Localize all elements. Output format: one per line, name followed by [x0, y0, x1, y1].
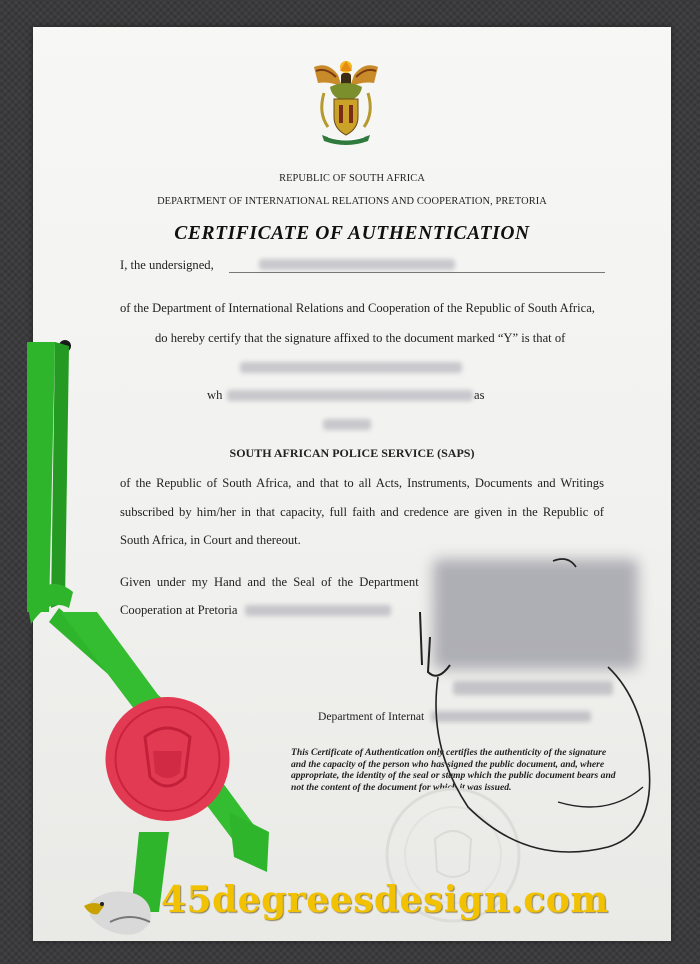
redacted-rank [323, 419, 371, 430]
body-line-2: subscribed by him/her in that capacity, full faith and credence are given in the Republic of [120, 505, 604, 519]
certificate-title: CERTIFICATE OF AUTHENTICATION [174, 223, 530, 244]
who-prefix: wh [207, 388, 223, 402]
coat-of-arms-icon [308, 57, 384, 149]
department-line: of the Department of International Relations and Cooperation of the Republic of South Africa, [120, 301, 595, 315]
given-line: Given under my Hand and the Seal of the Department [120, 575, 419, 589]
red-seal-icon [85, 677, 250, 842]
eagle-logo-icon [80, 882, 160, 940]
body-line-1: of the Republic of South Africa, and that to all Acts, Instruments, Documents and Writings [120, 476, 604, 490]
watermark-text: 45degreesdesign.com [161, 879, 609, 921]
body-line-3: South Africa, in Court and thereout. [120, 533, 301, 547]
certificate-paper [33, 27, 671, 941]
signatory-department: Department of Internat [318, 710, 425, 723]
name-underline [229, 272, 605, 273]
institution-name: SOUTH AFRICAN POLICE SERVICE (SAPS) [229, 446, 475, 460]
certify-line: do hereby certify that the signature affixed to the document marked “Y” is that of [155, 331, 566, 345]
cooperation-line: Cooperation at Pretoria [120, 603, 238, 617]
disclaimer-note: This Certificate of Authentication only certifies the authenticity of the signature and the capacity of the person who has signed the public document, and, where appropriate, the identity of the seal or stamp which the public document bears and not the content of the document for which it was issued. [291, 747, 616, 793]
redacted-name [259, 259, 455, 270]
handwritten-signature [408, 547, 673, 867]
department-heading: DEPARTMENT OF INTERNATIONAL RELATIONS AND COOPERATION, PRETORIA [157, 196, 547, 207]
undersigned-label: I, the undersigned, [120, 258, 214, 272]
country-heading: REPUBLIC OF SOUTH AFRICA [279, 173, 425, 184]
as-suffix: as [474, 388, 485, 402]
